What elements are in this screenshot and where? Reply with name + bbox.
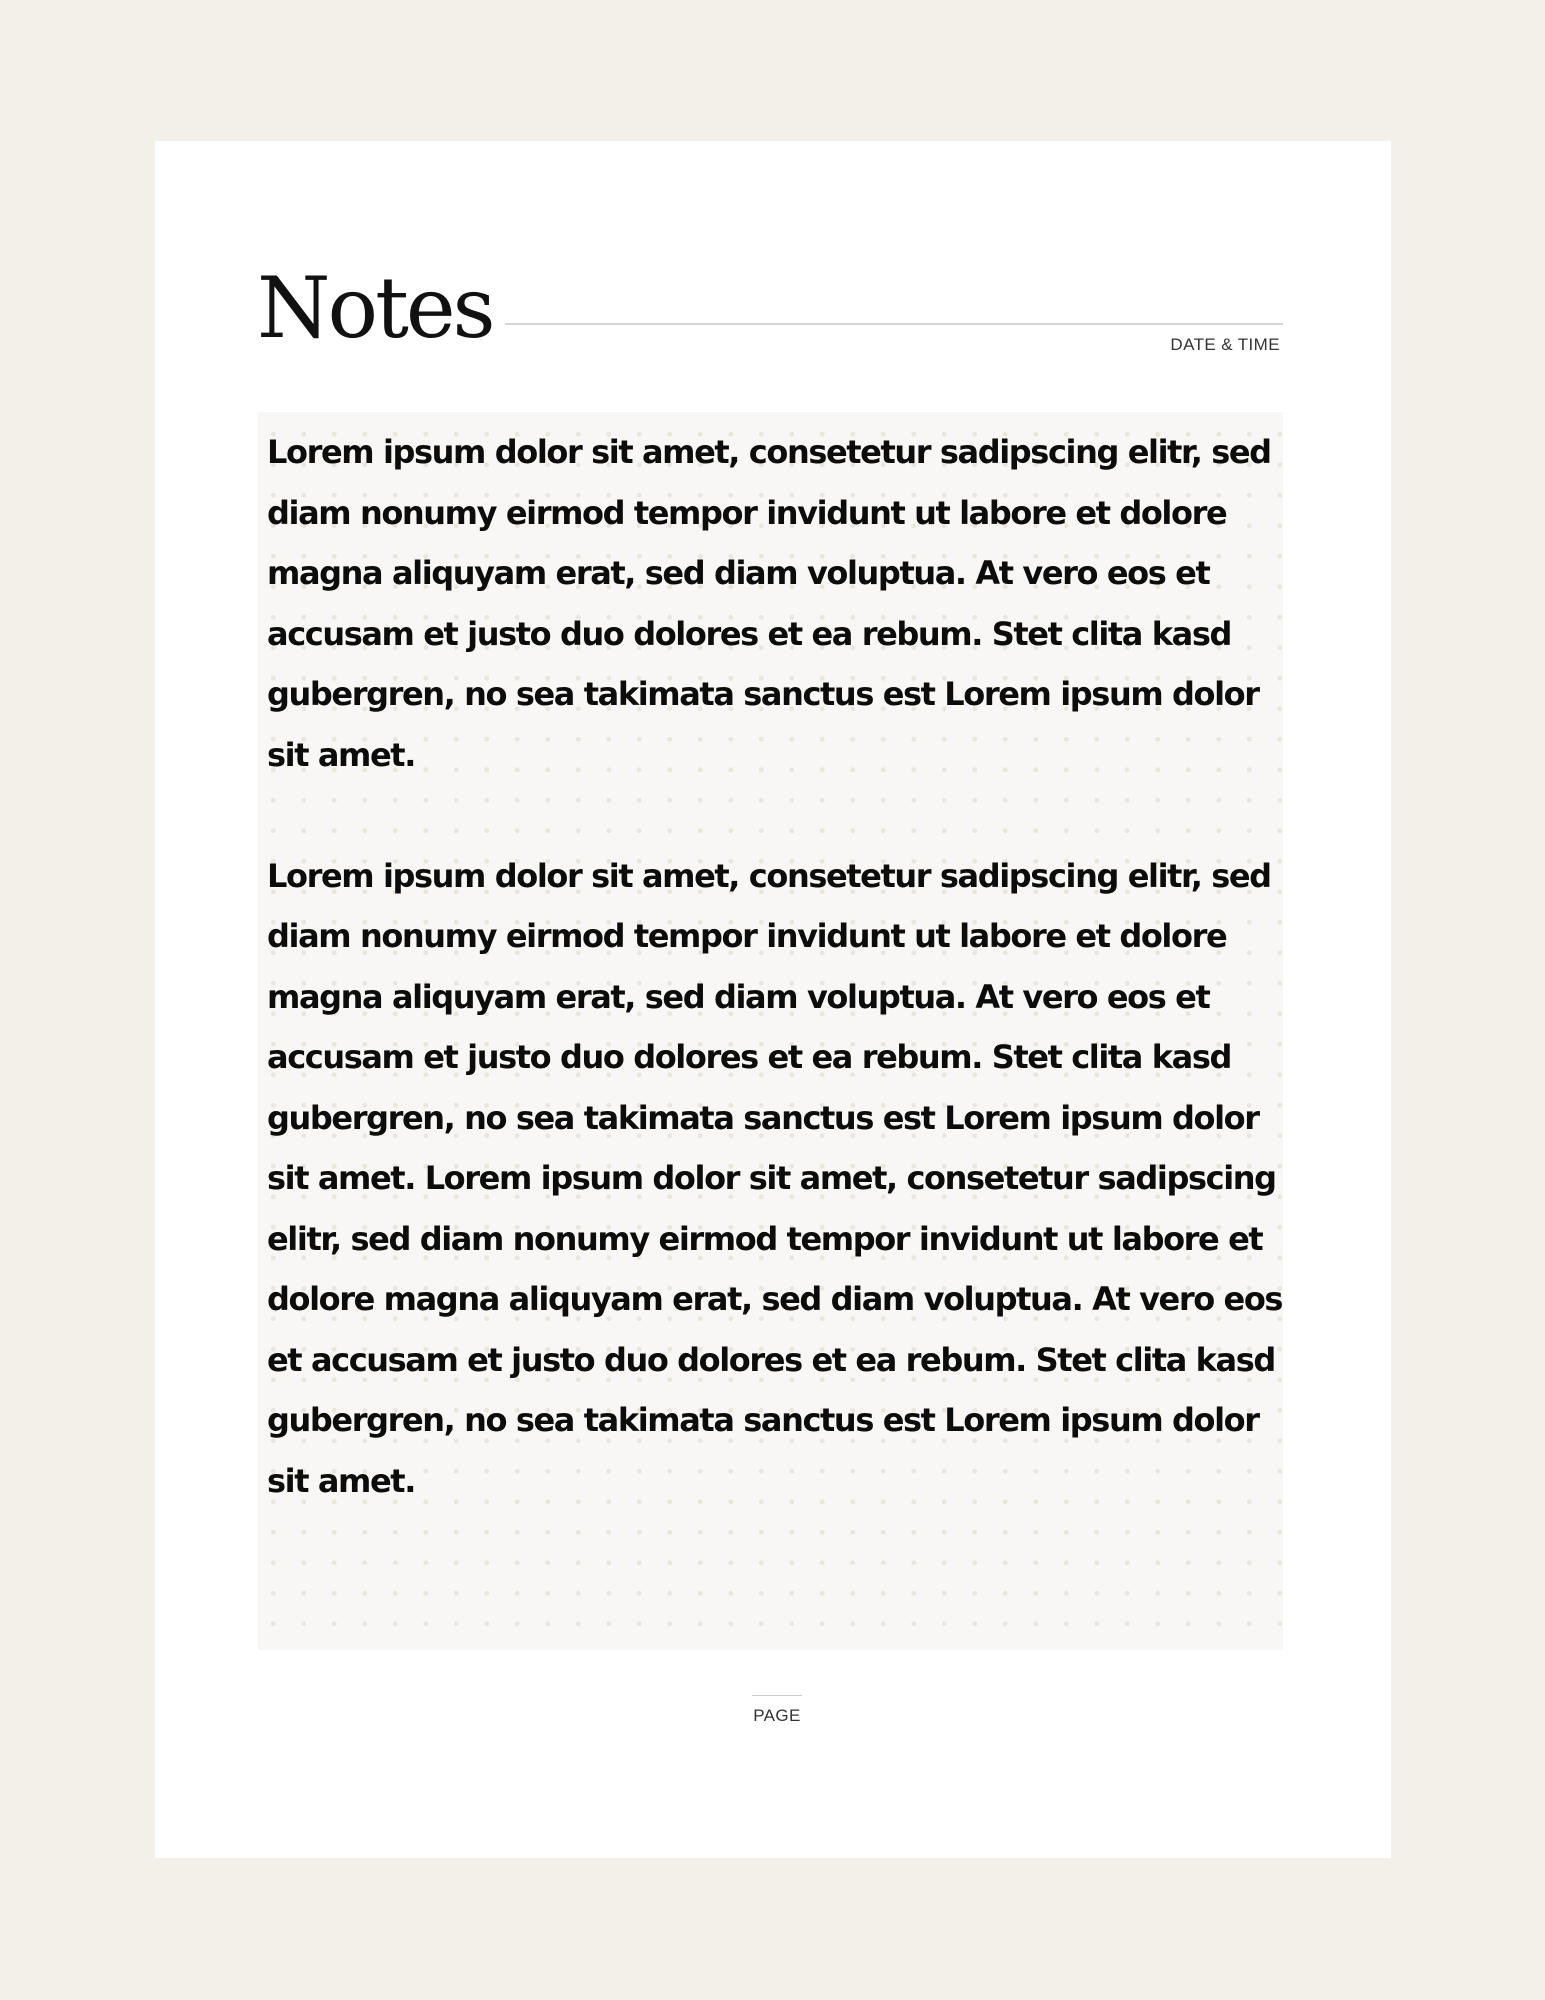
page-number-label: PAGE [753, 1706, 801, 1725]
notes-page [155, 141, 1391, 1858]
page-title: Notes [257, 259, 493, 357]
handwritten-notes [267, 422, 1307, 1572]
title-divider [505, 323, 1283, 325]
date-time-label: DATE & TIME [1170, 335, 1280, 354]
note-paragraph-2: Lorem ipsum dolor sit amet, consetetur sadipscing elitr, sed diam nonumy eirmod tempor invidunt ut labore et dolore magna aliquyam erat, sed diam voluptua. At vero eos et accusam et justo duo dolores et ea rebum. Stet clita kasd gubergren, no sea takimata sanctus est Lorem ipsum dolor sit amet. Lorem ipsum dolor sit amet, consetetur sadipscing elitr, sed diam nonumy eirmod tempor invidunt ut labore et dolore magna aliquyam erat, sed diam voluptua. At vero eos et accusam et justo duo dolores et ea rebum. Stet clita kasd gubergren, no sea takimata sanctus est Lorem ipsum dolor sit amet. [267, 856, 1283, 1500]
page-number-divider [752, 1695, 802, 1696]
note-paragraph-1: Lorem ipsum dolor sit amet, consetetur sadipscing elitr, sed diam nonumy eirmod tempor invidunt ut labore et dolore magna aliquyam erat, sed diam voluptua. At vero eos et accusam et justo duo dolores et ea rebum. Stet clita kasd gubergren, no sea takimata sanctus est Lorem ipsum dolor sit amet. [267, 433, 1271, 774]
dotted-note-area [258, 412, 1283, 1650]
